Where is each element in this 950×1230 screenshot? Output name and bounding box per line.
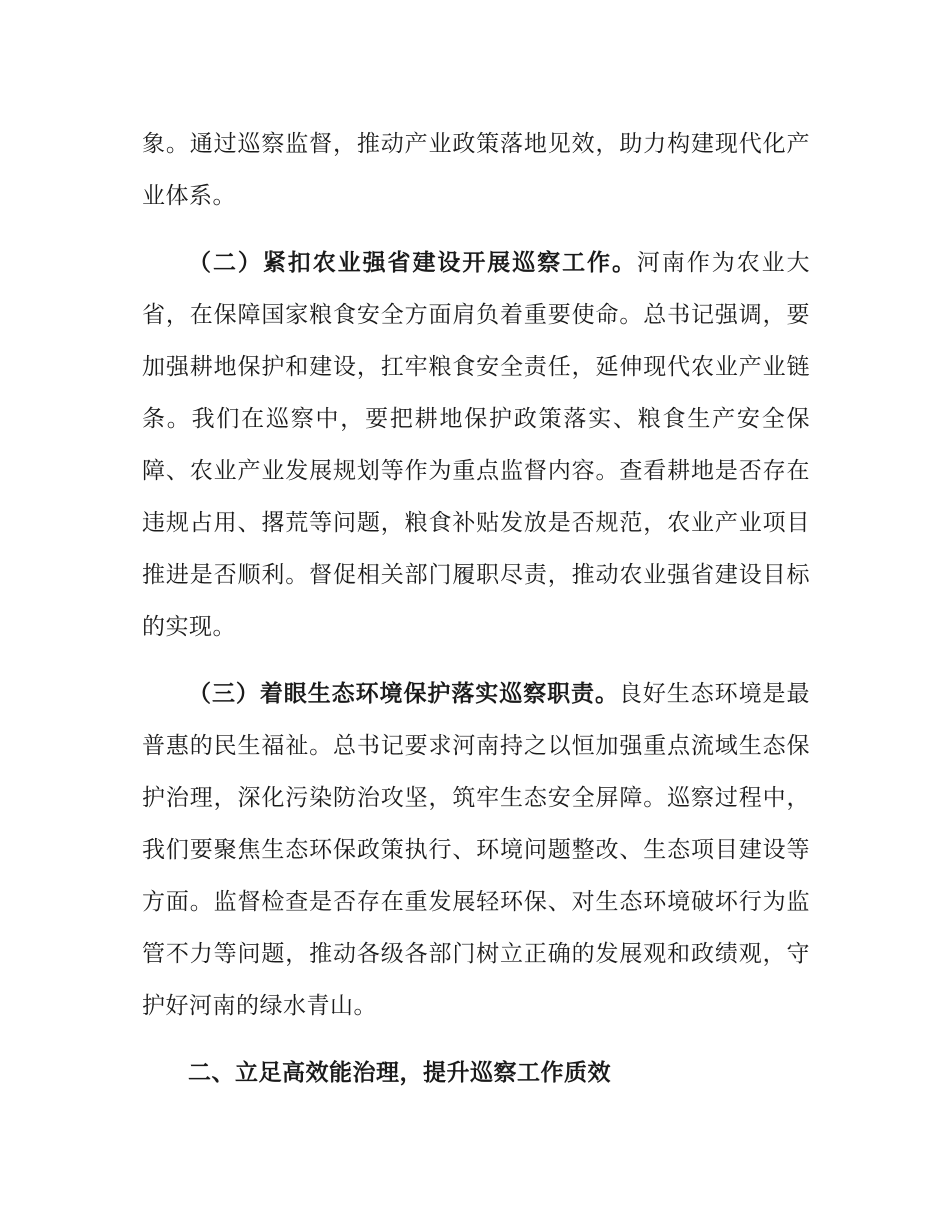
document-page: [142, 118, 810, 1099]
paragraph-agriculture: [142, 237, 810, 653]
paragraph-continued: 象。通过巡察监督，推动产业政策落地见效，助力构建现代化产业体系。: [142, 131, 810, 209]
paragraph-body-agriculture: 河南作为农业大省，在保障国家粮食安全方面肩负着重要使命。总书记强调，要加强耕地保护和建设，扛牢粮食安全责任，延伸现代农业产业链条。我们在巡察中，要把耕地保护政策落实、粮食生产安全保障、农业产业发展规划等作为重点监督内容。查看耕地是否存在违规占用、撂荒等问题，粮食补贴发放是否规范，农业产业项目推进是否顺利。督促相关部门履职尽责，推动农业强省建设目标的实现。: [142, 250, 810, 640]
paragraph-ecology: [142, 668, 810, 1032]
paragraph-lead-ecology: （三）着眼生态环境保护落实巡察职责。: [188, 681, 619, 707]
paragraph-lead-agriculture: （二）紧扣农业强省建设开展巡察工作。: [188, 250, 637, 276]
section-heading: 二、立足高效能治理，提升巡察工作质效: [188, 1060, 611, 1086]
paragraph-body-ecology: 良好生态环境是最普惠的民生福祉。总书记要求河南持之以恒加强重点流域生态保护治理，深化污染防治攻坚，筑牢生态安全屏障。巡察过程中，我们要聚焦生态环保政策执行、环境问题整改、生态项目建设等方面。监督检查是否存在重发展轻环保、对生态环境破坏行为监管不力等问题，推动各级各部门树立正确的发展观和政绩观，守护好河南的绿水青山。: [142, 681, 811, 1019]
